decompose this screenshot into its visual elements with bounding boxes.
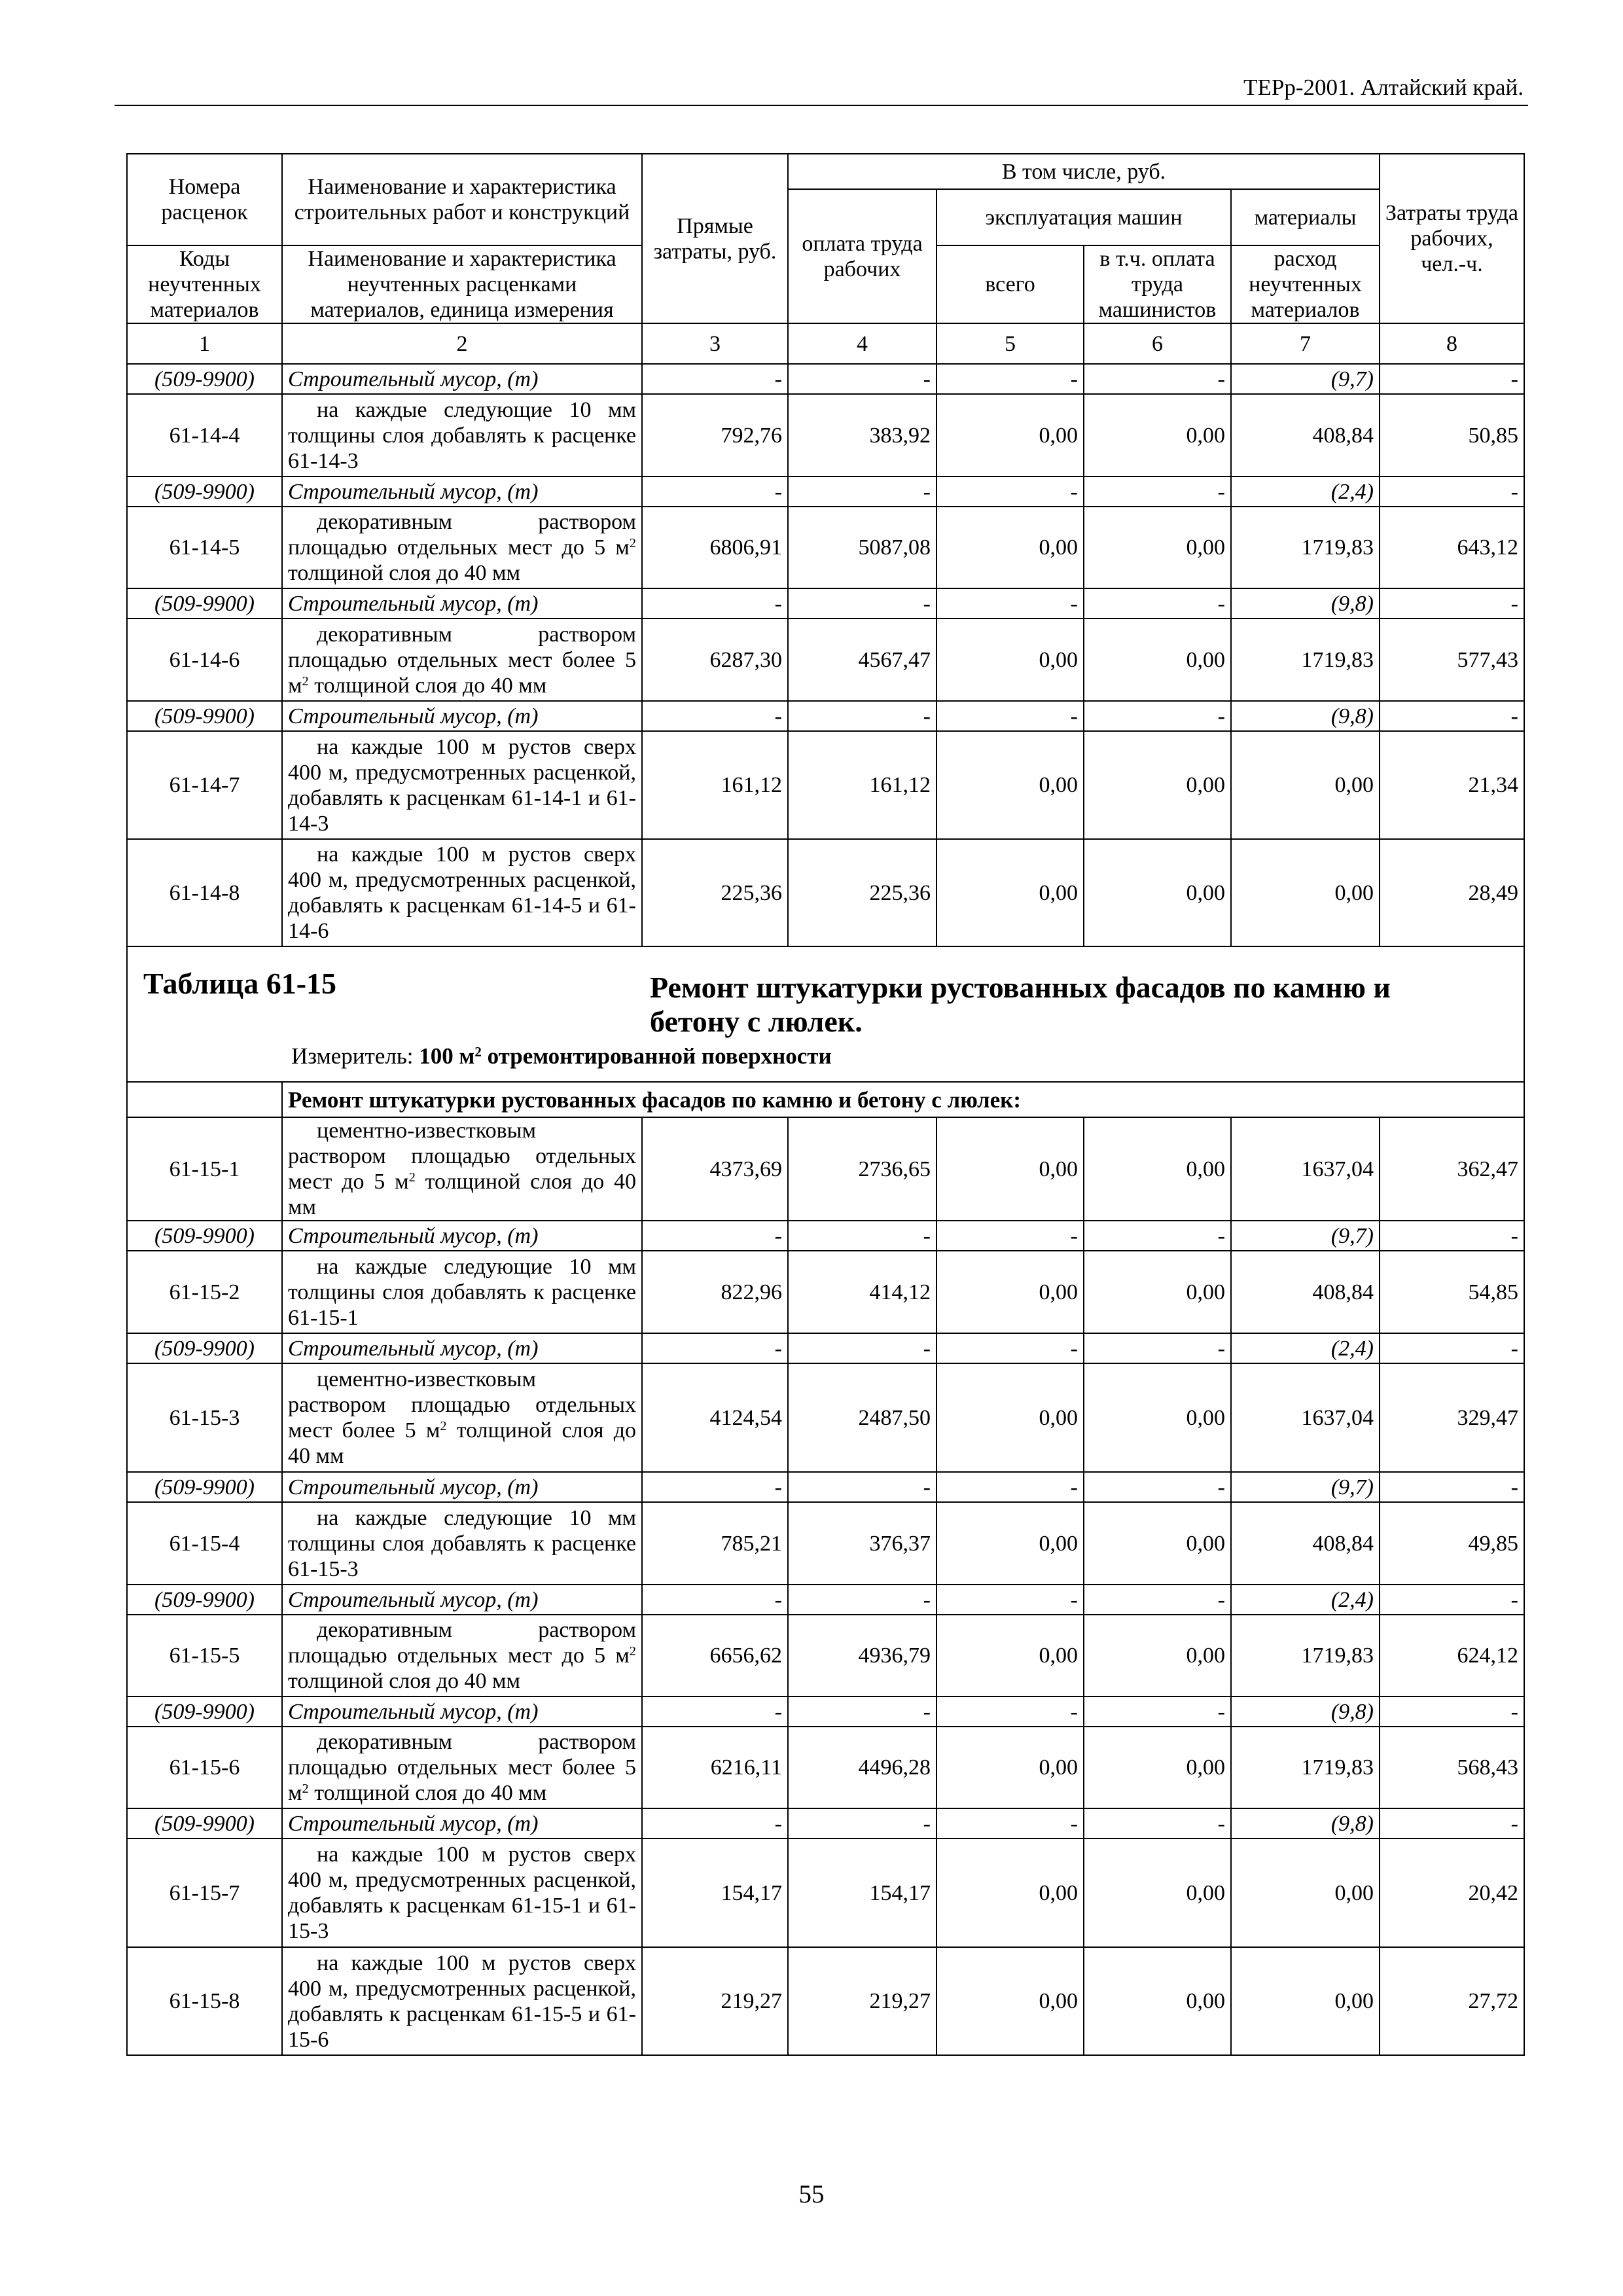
dash-cell: - [1084, 1585, 1231, 1615]
labor-pay: 4936,79 [788, 1615, 936, 1696]
superscript: 2 [440, 1419, 447, 1433]
labor-hours: 54,85 [1380, 1251, 1524, 1333]
material-row [127, 1696, 1524, 1727]
rate-code: 61-15-6 [127, 1727, 282, 1808]
rate-row [127, 1839, 1524, 1947]
description-text: на каждые 100 м рустов сверх 400 м, предусмотренных расценкой, добавлять к расценкам 61-15-1 и 61-15-3 [288, 1842, 636, 1943]
machines-total: 0,00 [936, 1117, 1084, 1221]
dash-cell: - [936, 701, 1084, 731]
machines-total: 0,00 [936, 507, 1084, 588]
materials-cost: 0,00 [1231, 1839, 1380, 1947]
rate-description [282, 1363, 642, 1472]
machines-total: 0,00 [936, 394, 1084, 476]
machinist-pay: 0,00 [1084, 394, 1231, 476]
labor-pay: 376,37 [788, 1502, 936, 1585]
material-code: (509-9900) [127, 476, 282, 507]
rate-description [282, 619, 642, 701]
col1-top-header: Номера расценок [127, 154, 282, 245]
materials-cost: 0,00 [1231, 731, 1380, 839]
materials-cost: 408,84 [1231, 1502, 1380, 1585]
material-name: Строительный мусор, (т) [282, 1696, 642, 1727]
rate-description [282, 1839, 642, 1947]
measure-line [291, 1043, 832, 1069]
dash-cell: - [1084, 476, 1231, 507]
rate-row [127, 1615, 1524, 1696]
section-heading-row [127, 946, 1524, 1082]
rate-code: 61-15-5 [127, 1615, 282, 1696]
machines-total: 0,00 [936, 1727, 1084, 1808]
description-text: на каждые 100 м рустов сверх 400 м, предусмотренных расценкой, добавлять к расценкам 61-14-1 и 61-14-3 [288, 734, 636, 836]
dash-cell: - [642, 588, 788, 619]
machines-total: 0,00 [936, 839, 1084, 946]
rate-description [282, 839, 642, 946]
machinist-pay: 0,00 [1084, 1615, 1231, 1696]
material-name: Строительный мусор, (т) [282, 701, 642, 731]
dash-cell: - [936, 1585, 1084, 1615]
labor-pay: 4496,28 [788, 1727, 936, 1808]
direct-costs: 6806,91 [642, 507, 788, 588]
rate-row [127, 1117, 1524, 1221]
labor-hours: 643,12 [1380, 507, 1524, 588]
machinist-pay: 0,00 [1084, 839, 1231, 946]
machinist-pay: 0,00 [1084, 619, 1231, 701]
machinist-pay: 0,00 [1084, 1251, 1231, 1333]
materials-cost: 0,00 [1231, 1947, 1380, 2055]
materials-cost: 1637,04 [1231, 1363, 1380, 1472]
empty-cell [127, 1082, 282, 1117]
description-text: толщиной слоя до 40 мм [288, 561, 521, 585]
rate-code: 61-14-5 [127, 507, 282, 588]
rate-row [127, 839, 1524, 946]
dash-cell: - [1084, 1808, 1231, 1839]
material-name: Строительный мусор, (т) [282, 1808, 642, 1839]
material-row [127, 476, 1524, 507]
labor-hours: 362,47 [1380, 1117, 1524, 1221]
rate-description [282, 1947, 642, 2055]
superscript: 2 [302, 1782, 309, 1796]
material-name: Строительный мусор, (т) [282, 364, 642, 394]
direct-costs: 225,36 [642, 839, 788, 946]
description-text: толщиной слоя до 40 мм [308, 1781, 547, 1805]
dash-cell: - [936, 1696, 1084, 1727]
labor-pay: 219,27 [788, 1947, 936, 2055]
rate-description [282, 507, 642, 588]
dash-cell: - [788, 1696, 936, 1727]
dash-cell: - [936, 1333, 1084, 1363]
col-number: 8 [1380, 323, 1524, 364]
material-row [127, 1333, 1524, 1363]
labor-hours: 27,72 [1380, 1947, 1524, 2055]
material-quantity: (9,8) [1231, 701, 1380, 731]
incl-header: В том числе, руб. [788, 154, 1380, 189]
labor-hours: 577,43 [1380, 619, 1524, 701]
superscript: 2 [408, 1170, 416, 1185]
dash-cell: - [1380, 476, 1524, 507]
measure-prefix: Измеритель: [291, 1043, 419, 1069]
dash-cell: - [642, 1221, 788, 1251]
col-number: 1 [127, 323, 282, 364]
dash-cell: - [642, 1333, 788, 1363]
col-number: 3 [642, 323, 788, 364]
material-quantity: (9,7) [1231, 1221, 1380, 1251]
description-text: толщиной слоя до 40 мм [288, 1418, 637, 1468]
machines-total: 0,00 [936, 1615, 1084, 1696]
machinist-pay: 0,00 [1084, 1727, 1231, 1808]
dash-cell: - [1380, 1333, 1524, 1363]
material-name: Строительный мусор, (т) [282, 1585, 642, 1615]
rate-code: 61-15-8 [127, 1947, 282, 2055]
rate-description [282, 1251, 642, 1333]
rate-description [282, 1502, 642, 1585]
superscript: 2 [474, 1044, 482, 1060]
dash-cell: - [788, 364, 936, 394]
rate-description [282, 1615, 642, 1696]
direct-costs: 792,76 [642, 394, 788, 476]
machines-total: 0,00 [936, 1363, 1084, 1472]
description-text: толщиной слоя до 40 мм [288, 1669, 521, 1693]
col7-header: расход неучтенных материалов [1231, 245, 1380, 323]
labor-pay: 4567,47 [788, 619, 936, 701]
column-numbers-row [127, 323, 1524, 364]
direct-costs: 219,27 [642, 1947, 788, 2055]
col3-header: Прямые затраты, руб. [642, 154, 788, 323]
labor-pay: 5087,08 [788, 507, 936, 588]
machines-total: 0,00 [936, 619, 1084, 701]
rate-description [282, 731, 642, 839]
description-text: на каждые следующие 10 мм толщины слоя добавлять к расценке 61-14-3 [288, 397, 636, 473]
col1-bottom-header: Коды неучтенных материалов [127, 245, 282, 323]
materials-cost: 1719,83 [1231, 619, 1380, 701]
page-number: 55 [798, 2180, 825, 2208]
material-name: Строительный мусор, (т) [282, 1221, 642, 1251]
rate-row [127, 1727, 1524, 1808]
col-number: 2 [282, 323, 642, 364]
dash-cell: - [1380, 1808, 1524, 1839]
material-name: Строительный мусор, (т) [282, 1472, 642, 1502]
dash-cell: - [642, 364, 788, 394]
subheading-row [127, 1082, 1524, 1117]
machines-total: 0,00 [936, 731, 1084, 839]
material-quantity: (2,4) [1231, 476, 1380, 507]
material-row [127, 588, 1524, 619]
material-code: (509-9900) [127, 1221, 282, 1251]
machines-total: 0,00 [936, 1839, 1084, 1947]
rate-code: 61-14-8 [127, 839, 282, 946]
machines-total: 0,00 [936, 1251, 1084, 1333]
subheading: Ремонт штукатурки рустованных фасадов по камню и бетону с люлек: [282, 1082, 1524, 1117]
machinist-pay: 0,00 [1084, 1363, 1231, 1472]
material-row [127, 1585, 1524, 1615]
materials-cost: 0,00 [1231, 839, 1380, 946]
description-text: на каждые 100 м рустов сверх 400 м, предусмотренных расценкой, добавлять к расценкам 61-14-5 и 61-14-6 [288, 842, 636, 943]
superscript: 2 [629, 536, 636, 550]
labor-hours: 20,42 [1380, 1839, 1524, 1947]
dash-cell: - [642, 476, 788, 507]
material-code: (509-9900) [127, 588, 282, 619]
dash-cell: - [642, 1808, 788, 1839]
material-name: Строительный мусор, (т) [282, 476, 642, 507]
dash-cell: - [936, 1808, 1084, 1839]
dash-cell: - [1084, 1333, 1231, 1363]
dash-cell: - [788, 1472, 936, 1502]
description-text: на каждые 100 м рустов сверх 400 м, предусмотренных расценкой, добавлять к расценкам 61-15-5 и 61-15-6 [288, 1950, 636, 2052]
dash-cell: - [1084, 588, 1231, 619]
dash-cell: - [788, 1808, 936, 1839]
header-rule [115, 105, 1528, 106]
description-text: цементно-известковым раствором площадью отдельных мест до 5 м [288, 1119, 636, 1194]
dash-cell: - [788, 588, 936, 619]
dash-cell: - [936, 1472, 1084, 1502]
dash-cell: - [1084, 1696, 1231, 1727]
table-label: Таблица 61-15 [143, 967, 337, 1000]
description-text: цементно-известковым раствором площадью отдельных мест более 5 м [288, 1367, 636, 1443]
direct-costs: 4124,54 [642, 1363, 788, 1472]
machinist-pay: 0,00 [1084, 731, 1231, 839]
running-header: ТЕРр-2001. Алтайский край. [1243, 75, 1524, 100]
dash-cell: - [1084, 701, 1231, 731]
superscript: 2 [629, 1644, 636, 1659]
machinist-pay: 0,00 [1084, 1839, 1231, 1947]
col-number: 6 [1084, 323, 1231, 364]
material-row [127, 1221, 1524, 1251]
materials-cost: 1637,04 [1231, 1117, 1380, 1221]
measure-unit-text: 100 м [419, 1043, 475, 1069]
materials-cost: 1719,83 [1231, 507, 1380, 588]
material-row [127, 701, 1524, 731]
direct-costs: 4373,69 [642, 1117, 788, 1221]
machines-header: эксплуатация машин [936, 189, 1231, 245]
direct-costs: 785,21 [642, 1502, 788, 1585]
rate-row [127, 619, 1524, 701]
direct-costs: 6216,11 [642, 1727, 788, 1808]
labor-pay: 161,12 [788, 731, 936, 839]
labor-pay: 154,17 [788, 1839, 936, 1947]
col6-header: в т.ч. оплата труда машинистов [1084, 245, 1231, 323]
rate-code: 61-15-1 [127, 1117, 282, 1221]
material-code: (509-9900) [127, 1696, 282, 1727]
labor-hours: 624,12 [1380, 1615, 1524, 1696]
machines-total: 0,00 [936, 1947, 1084, 2055]
labor-hours: 28,49 [1380, 839, 1524, 946]
labor-pay: 414,12 [788, 1251, 936, 1333]
machines-total: 0,00 [936, 1502, 1084, 1585]
materials-cost: 408,84 [1231, 1251, 1380, 1333]
dash-cell: - [1380, 701, 1524, 731]
labor-hours: 329,47 [1380, 1363, 1524, 1472]
description-text: толщиной слоя до 40 мм [308, 673, 547, 698]
direct-costs: 6656,62 [642, 1615, 788, 1696]
labor-hours: 49,85 [1380, 1502, 1524, 1585]
machinist-pay: 0,00 [1084, 1502, 1231, 1585]
labor-hours: 50,85 [1380, 394, 1524, 476]
dash-cell: - [1380, 1696, 1524, 1727]
direct-costs: 6287,30 [642, 619, 788, 701]
rate-row [127, 1363, 1524, 1472]
rate-row [127, 1947, 1524, 2055]
measure-unit [419, 1043, 831, 1069]
rate-row [127, 507, 1524, 588]
rate-code: 61-14-4 [127, 394, 282, 476]
dash-cell: - [1084, 1472, 1231, 1502]
dash-cell: - [788, 1221, 936, 1251]
materials-cost: 1719,83 [1231, 1615, 1380, 1696]
dash-cell: - [642, 1585, 788, 1615]
rate-description [282, 1117, 642, 1221]
material-row [127, 1808, 1524, 1839]
rate-row [127, 731, 1524, 839]
description-text: на каждые следующие 10 мм толщины слоя добавлять к расценке 61-15-3 [288, 1505, 636, 1581]
rate-code: 61-14-6 [127, 619, 282, 701]
dash-cell: - [642, 1696, 788, 1727]
description-text: декоративным раствором площадью отдельных мест до 5 м [288, 510, 636, 560]
dash-cell: - [1380, 1585, 1524, 1615]
material-quantity: (2,4) [1231, 1585, 1380, 1615]
description-text: декоративным раствором площадью отдельных мест до 5 м [288, 1618, 636, 1668]
rate-description [282, 394, 642, 476]
direct-costs: 154,17 [642, 1839, 788, 1947]
rate-row [127, 394, 1524, 476]
rate-code: 61-15-3 [127, 1363, 282, 1472]
dash-cell: - [788, 701, 936, 731]
col-number: 5 [936, 323, 1084, 364]
rates-table [126, 153, 1525, 2056]
dash-cell: - [936, 588, 1084, 619]
table-title: Ремонт штукатурки рустованных фасадов по камню и бетону с люлек. [650, 971, 1391, 1038]
dash-cell: - [642, 701, 788, 731]
section-heading [127, 946, 1524, 1082]
material-quantity: (9,8) [1231, 1808, 1380, 1839]
superscript: 2 [302, 673, 309, 689]
dash-cell: - [936, 1221, 1084, 1251]
dash-cell: - [1084, 364, 1231, 394]
rate-code: 61-14-7 [127, 731, 282, 839]
material-quantity: (2,4) [1231, 1333, 1380, 1363]
col-number: 7 [1231, 323, 1380, 364]
dash-cell: - [788, 476, 936, 507]
materials-cost: 408,84 [1231, 394, 1380, 476]
labor-pay: 2487,50 [788, 1363, 936, 1472]
dash-cell: - [788, 1585, 936, 1615]
description-text: на каждые следующие 10 мм толщины слоя добавлять к расценке 61-15-1 [288, 1254, 636, 1330]
col4-header: оплата труда рабочих [788, 189, 936, 323]
dash-cell: - [1380, 588, 1524, 619]
labor-pay: 225,36 [788, 839, 936, 946]
labor-hours: 21,34 [1380, 731, 1524, 839]
labor-hours: 568,43 [1380, 1727, 1524, 1808]
material-quantity: (9,7) [1231, 1472, 1380, 1502]
direct-costs: 161,12 [642, 731, 788, 839]
labor-pay: 2736,65 [788, 1117, 936, 1221]
rate-code: 61-15-2 [127, 1251, 282, 1333]
material-name: Строительный мусор, (т) [282, 588, 642, 619]
material-code: (509-9900) [127, 1333, 282, 1363]
direct-costs: 822,96 [642, 1251, 788, 1333]
material-code: (509-9900) [127, 701, 282, 731]
machinist-pay: 0,00 [1084, 1117, 1231, 1221]
machinist-pay: 0,00 [1084, 1947, 1231, 2055]
material-code: (509-9900) [127, 1808, 282, 1839]
material-row [127, 364, 1524, 394]
description-text: декоративным раствором площадью отдельных мест более 5 м [288, 622, 636, 698]
rate-row [127, 1251, 1524, 1333]
rate-code: 61-15-7 [127, 1839, 282, 1947]
labor-pay: 383,92 [788, 394, 936, 476]
measure-unit-text: отремонтированной поверхности [481, 1043, 832, 1069]
col8-header: Затраты труда рабочих, чел.-ч. [1380, 154, 1524, 323]
machinist-pay: 0,00 [1084, 507, 1231, 588]
material-quantity: (9,8) [1231, 1696, 1380, 1727]
material-code: (509-9900) [127, 1472, 282, 1502]
col2-top-header: Наименование и характеристика строительных работ и конструкций [282, 154, 642, 245]
dash-cell: - [1380, 364, 1524, 394]
materials-cost: 1719,83 [1231, 1727, 1380, 1808]
material-row [127, 1472, 1524, 1502]
col2-bottom-header: Наименование и характеристика неучтенных расценками материалов, единица измерения [282, 245, 642, 323]
col5-header: всего [936, 245, 1084, 323]
header-row-1 [127, 154, 1524, 189]
dash-cell: - [1380, 1221, 1524, 1251]
materials-header: материалы [1231, 189, 1380, 245]
material-quantity: (9,8) [1231, 588, 1380, 619]
rate-code: 61-15-4 [127, 1502, 282, 1585]
dash-cell: - [1380, 1472, 1524, 1502]
dash-cell: - [788, 1333, 936, 1363]
description-text: декоративным раствором площадью отдельных мест более 5 м [288, 1730, 636, 1805]
description-text: толщиной слоя до 40 мм [288, 1170, 637, 1219]
material-quantity: (9,7) [1231, 364, 1380, 394]
col-number: 4 [788, 323, 936, 364]
material-name: Строительный мусор, (т) [282, 1333, 642, 1363]
dash-cell: - [936, 364, 1084, 394]
material-code: (509-9900) [127, 1585, 282, 1615]
dash-cell: - [642, 1472, 788, 1502]
dash-cell: - [936, 476, 1084, 507]
rate-row [127, 1502, 1524, 1585]
material-code: (509-9900) [127, 364, 282, 394]
rate-description [282, 1727, 642, 1808]
dash-cell: - [1084, 1221, 1231, 1251]
